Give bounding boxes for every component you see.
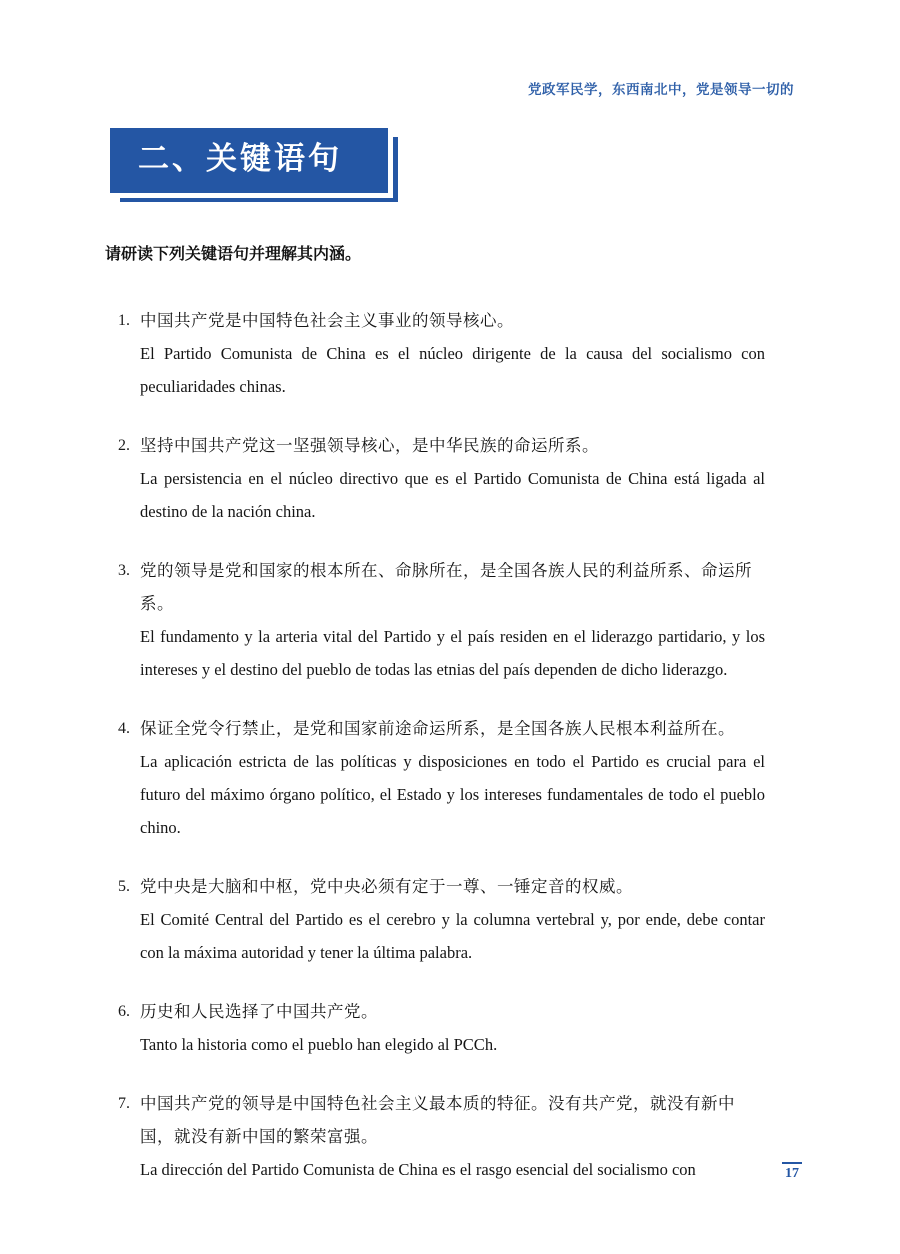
page-number-rule	[782, 1162, 802, 1164]
key-phrase-item	[105, 1087, 765, 1186]
item-number: 6.	[118, 1003, 130, 1021]
item-number: 2.	[118, 437, 130, 455]
key-phrase-item	[105, 995, 765, 1061]
item-chinese: 历史和人民选择了中国共产党。	[140, 1002, 378, 1022]
key-phrase-item	[105, 304, 765, 403]
item-spanish: El Comité Central del Partido es el cerebro y la columna vertebral y, por ende, debe contar con la máxima autoridad y tener la última palabra.	[140, 910, 765, 963]
section-title: 二、关键语句	[138, 141, 342, 177]
item-chinese: 党中央是大脑和中枢，党中央必须有定于一尊、一锤定音的权威。	[140, 877, 633, 897]
key-phrase-item	[105, 870, 765, 969]
item-number: 4.	[118, 720, 130, 738]
key-phrase-item	[105, 429, 765, 528]
item-chinese: 中国共产党的领导是中国特色社会主义最本质的特征。没有共产党，就没有新中国，就没有新中国的繁荣富强。	[140, 1094, 735, 1147]
item-chinese: 党的领导是党和国家的根本所在、命脉所在，是全国各族人民的利益所系、命运所系。	[140, 561, 752, 614]
item-spanish: La persistencia en el núcleo directivo que es el Partido Comunista de China está ligada al destino de la nación china.	[140, 469, 765, 522]
page-content	[105, 128, 765, 1212]
item-number: 5.	[118, 878, 130, 896]
page-number	[782, 1162, 802, 1182]
item-chinese: 保证全党令行禁止，是党和国家前途命运所系，是全国各族人民根本利益所在。	[140, 719, 735, 739]
item-chinese: 中国共产党是中国特色社会主义事业的领导核心。	[140, 311, 514, 331]
key-phrase-item	[105, 554, 765, 686]
item-spanish: El Partido Comunista de China es el núcleo dirigente de la causa del socialismo con peculiaridades chinas.	[140, 344, 765, 397]
page-number-value: 17	[785, 1166, 799, 1181]
item-number: 7.	[118, 1095, 130, 1113]
item-chinese: 坚持中国共产党这一坚强领导核心，是中华民族的命运所系。	[140, 436, 599, 456]
item-number: 3.	[118, 562, 130, 580]
key-phrase-list	[105, 304, 765, 1186]
item-spanish: El fundamento y la arteria vital del Partido y el país residen en el liderazgo partidario, y los intereses y el destino del pueblo de todas las etnias del país dependen de dicho liderazgo.	[140, 627, 765, 680]
key-phrase-item	[105, 712, 765, 844]
item-spanish: Tanto la historia como el pueblo han elegido al PCCh.	[140, 1035, 498, 1055]
item-spanish: La dirección del Partido Comunista de China es el rasgo esencial del socialismo con	[140, 1160, 696, 1180]
section-banner	[110, 128, 388, 193]
header-motto: 党政军民学，东西南北中，党是领导一切的	[528, 82, 794, 98]
item-number: 1.	[118, 312, 130, 330]
item-spanish: La aplicación estricta de las políticas y disposiciones en todo el Partido es crucial para el futuro del máximo órgano político, el Estado y los intereses fundamentales de todo el pueblo chino.	[140, 752, 765, 838]
instruction-text: 请研读下列关键语句并理解其内涵。	[105, 244, 362, 264]
